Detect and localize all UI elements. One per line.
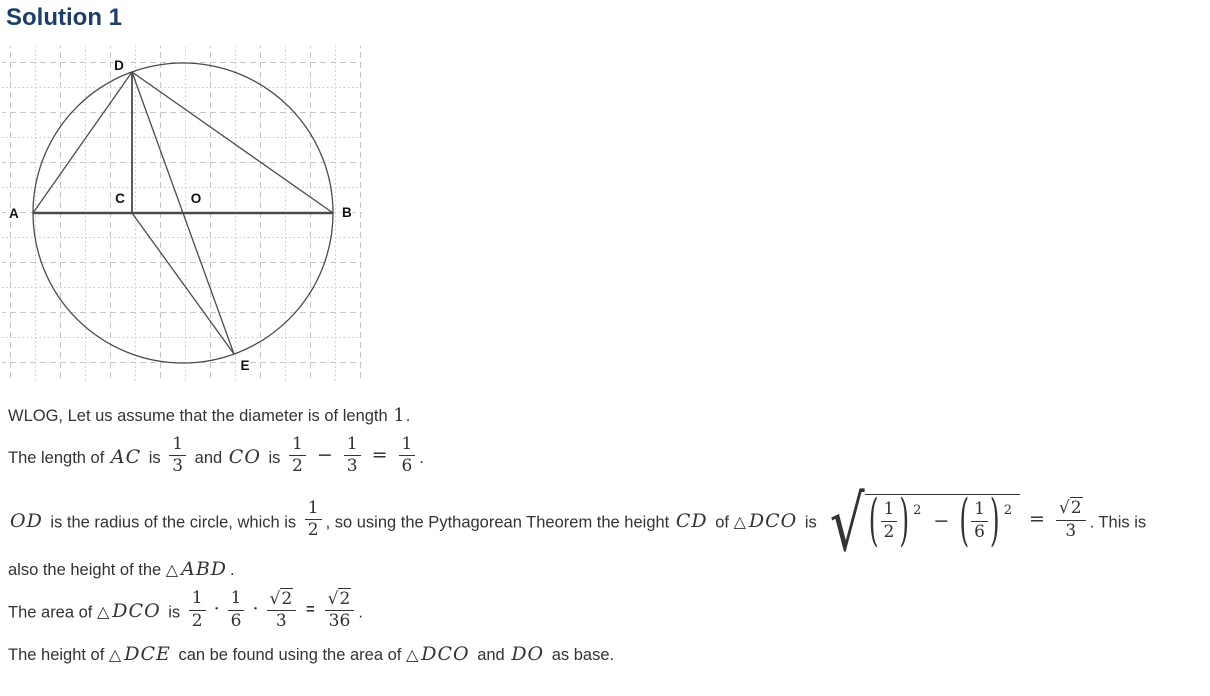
math-variable: DCO — [421, 643, 470, 666]
fraction-denominator: 6 — [971, 521, 988, 543]
paragraph-also-height — [8, 557, 1210, 582]
text-run: also the height of the — [8, 560, 166, 579]
fraction — [1056, 497, 1086, 542]
fraction — [189, 588, 206, 632]
math-variable: OD — [10, 510, 43, 533]
math-number: 1 — [393, 405, 405, 426]
fraction — [399, 434, 416, 478]
radicand: 2 — [339, 588, 351, 609]
text-run: The length of — [8, 449, 109, 468]
page-title: Solution 1 — [6, 4, 122, 31]
fraction-denominator: 3 — [169, 455, 186, 477]
fraction — [228, 588, 245, 632]
fraction — [169, 434, 186, 478]
fraction-denominator: 6 — [399, 455, 416, 477]
geometry-figure — [2, 46, 1210, 387]
exponent: 2 — [1003, 503, 1012, 519]
paragraph-lengths — [8, 434, 1210, 481]
paragraph-area — [8, 588, 1210, 636]
paragraph-height-dce — [8, 642, 1210, 667]
fraction — [289, 434, 306, 478]
fraction-denominator: 2 — [189, 610, 206, 632]
fraction-numerator: 1 — [191, 588, 203, 609]
fraction-numerator: 1 — [172, 434, 184, 454]
radicand — [865, 487, 1020, 553]
paragraph-pythagorean — [8, 478, 1210, 568]
text-run: as base. — [547, 646, 615, 665]
math-variable: CO — [228, 446, 261, 469]
text-run: WLOG, Let us assume that the diameter is of length — [8, 407, 393, 425]
radicand: 2 — [281, 588, 293, 609]
fraction-numerator: 1 — [346, 434, 358, 454]
fraction — [971, 499, 988, 543]
fraction-numerator: 1 — [230, 588, 242, 609]
fraction-denominator: 3 — [1056, 520, 1086, 542]
triangle-symbol: △ — [733, 512, 746, 532]
math-variable: CD — [675, 510, 708, 533]
left-paren: ( — [868, 487, 879, 553]
fraction-denominator: 36 — [325, 610, 355, 632]
cdot-operator: · — [213, 598, 220, 621]
fraction-denominator: 3 — [344, 455, 361, 477]
text-run: The height of — [8, 646, 109, 665]
text-run: is — [163, 603, 185, 622]
text-run: of — [710, 513, 734, 532]
equals-operator: = — [306, 602, 315, 619]
exponent: 2 — [913, 503, 922, 519]
fraction — [881, 499, 898, 543]
fraction-numerator — [1056, 497, 1086, 519]
math-variable: DCO — [112, 600, 161, 623]
minus-operator: − — [316, 444, 333, 467]
fraction-denominator: 2 — [289, 455, 306, 477]
triangle-symbol: △ — [165, 559, 179, 579]
text-run: . — [358, 603, 363, 622]
fraction-numerator: 1 — [883, 499, 895, 520]
radical-sign-icon: √ — [327, 588, 339, 609]
radical-sign-icon: √ — [269, 588, 281, 609]
fraction — [325, 588, 355, 633]
text-run: and — [190, 449, 227, 468]
fraction-numerator — [325, 588, 355, 610]
fraction-numerator: 1 — [307, 497, 319, 518]
radical-sign-icon: √ — [1058, 498, 1070, 519]
fraction-denominator: 3 — [267, 610, 297, 632]
radical-expression — [823, 478, 1020, 568]
text-run: . — [405, 407, 411, 425]
right-paren: ) — [989, 487, 1000, 553]
text-run: The area of — [8, 603, 97, 622]
point-label-o: O — [190, 191, 202, 206]
fraction-denominator: 2 — [305, 519, 322, 541]
text-run: is — [800, 513, 822, 532]
fraction-numerator: 1 — [292, 434, 303, 454]
left-paren: ( — [959, 487, 970, 553]
fraction — [305, 498, 322, 542]
equals-operator: = — [371, 444, 388, 467]
text-run: . This is — [1089, 513, 1147, 532]
point-label-a: A — [9, 206, 19, 221]
equals-operator: = — [1028, 508, 1045, 531]
point-label-e: E — [240, 358, 250, 373]
point-label-d: D — [114, 58, 124, 73]
paragraph-wlog — [8, 404, 1210, 428]
fraction-numerator — [267, 588, 297, 610]
point-label-c: C — [115, 191, 125, 206]
math-variable: DCE — [124, 643, 171, 666]
fraction — [267, 588, 297, 633]
text-run: can be found using the area of — [173, 646, 406, 665]
radicand: 2 — [1070, 498, 1082, 519]
minus-operator: − — [933, 510, 950, 533]
triangle-symbol: △ — [405, 645, 419, 665]
math-variable: AC — [110, 446, 142, 469]
text-run: . — [230, 560, 235, 579]
fraction-denominator: 2 — [881, 521, 898, 543]
radical-sign-icon: √ — [830, 478, 865, 568]
fraction-numerator: 1 — [974, 499, 985, 520]
text-run: is — [144, 449, 166, 468]
text-run: and — [472, 646, 510, 665]
math-variable: ABD — [181, 557, 228, 580]
fraction-denominator: 6 — [228, 610, 245, 632]
text-run: . — [419, 449, 424, 468]
cdot-operator: · — [252, 598, 259, 621]
right-paren: ) — [899, 487, 910, 553]
fraction — [344, 434, 361, 478]
math-variable: DCO — [748, 510, 798, 533]
point-label-b: B — [342, 205, 352, 220]
text-run: , so using the Pythagorean Theorem the height — [325, 513, 674, 532]
triangle-symbol: △ — [96, 602, 110, 622]
triangle-symbol: △ — [108, 645, 122, 665]
math-variable: DO — [511, 643, 545, 666]
text-run: is — [263, 449, 286, 468]
circle-diagram — [2, 46, 362, 382]
text-run: is the radius of the circle, which is — [45, 513, 301, 532]
fraction-numerator: 1 — [401, 434, 413, 454]
